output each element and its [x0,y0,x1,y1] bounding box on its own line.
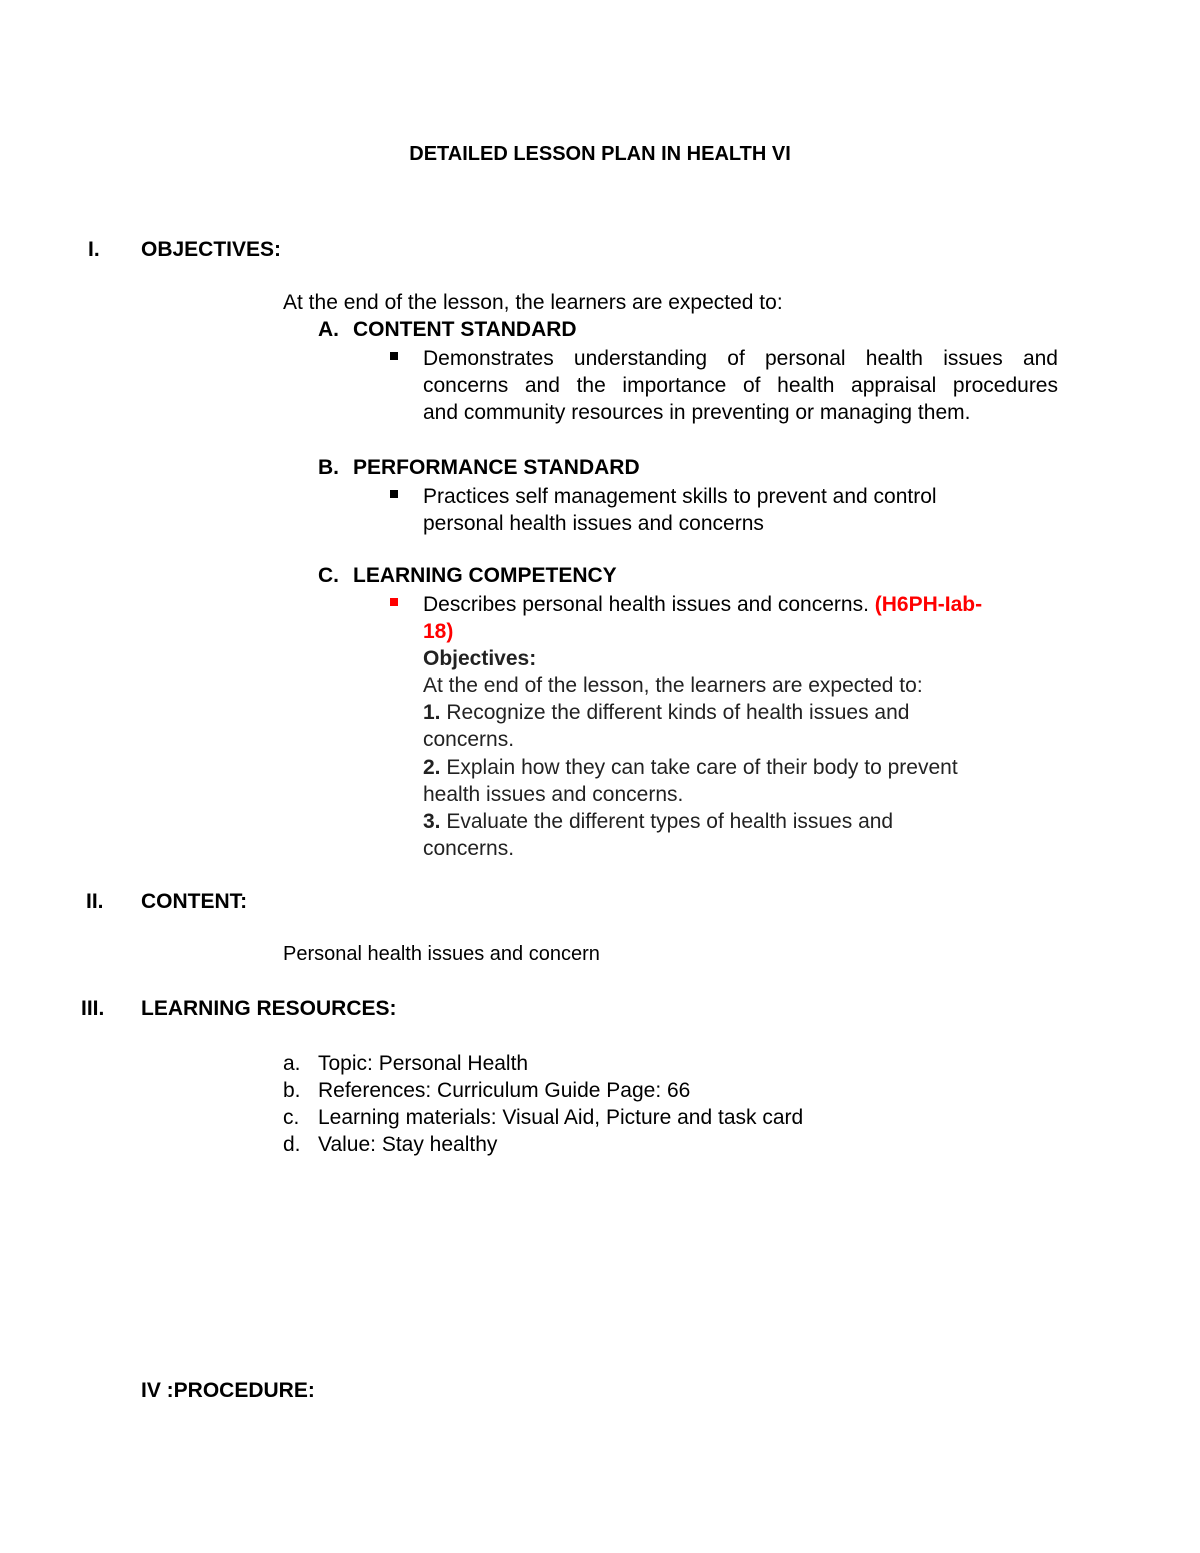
objective-text: Recognize the different kinds of health issues and [446,701,910,724]
content-standard-letter: A. [318,318,339,341]
objective-text-continued: concerns. [423,837,515,860]
section-numeral-content: II. [86,890,104,913]
objective-text-continued: concerns. [423,728,515,751]
resource-letter: d. [283,1133,301,1156]
learning-competency-letter: C. [318,564,339,587]
performance-standard-heading: PERFORMANCE STANDARD [353,456,640,479]
objective-text: Evaluate the different types of health issues and [446,810,894,833]
content-standard-heading: CONTENT STANDARD [353,318,577,341]
objective-item [423,699,909,726]
objective-text: Explain how they can take care of their body to prevent [446,756,958,779]
resource-item: Value: Stay healthy [318,1133,498,1156]
performance-standard-letter: B. [318,456,339,479]
objectives-label: Objectives: [423,647,537,670]
objectives-intro-secondary: At the end of the lesson, the learners are expected to: [423,674,923,697]
competency-code-continued: 18) [423,620,454,643]
resource-item: Topic: Personal Health [318,1052,529,1075]
resource-letter: c. [283,1106,300,1129]
square-bullet-icon [390,490,398,498]
section-numeral-objectives: I. [88,238,100,261]
content-text: Personal health issues and concern [283,943,600,965]
competency-text: Describes personal health issues and concerns. [423,593,869,616]
content-standard-line2: concerns and the importance of health appraisal procedures [423,374,1058,397]
learning-competency-line1 [423,591,982,618]
section-heading-objectives: OBJECTIVES: [141,238,282,261]
content-standard-text [423,345,1058,426]
content-standard-line3: and community resources in preventing or managing them. [423,401,971,424]
section-heading-content: CONTENT: [141,890,248,913]
objectives-intro: At the end of the lesson, the learners are expected to: [283,291,783,314]
objective-number: 3. [423,810,441,833]
objective-text-continued: health issues and concerns. [423,783,684,806]
resource-letter: b. [283,1079,301,1102]
content-standard-line1: Demonstrates understanding of personal health issues and [423,347,1058,370]
resource-item: References: Curriculum Guide Page: 66 [318,1079,691,1102]
performance-standard-line2: personal health issues and concerns [423,512,764,535]
resource-letter: a. [283,1052,301,1075]
resource-item: Learning materials: Visual Aid, Picture and task card [318,1106,804,1129]
objective-item [423,754,958,781]
section-heading-resources: LEARNING RESOURCES: [141,997,397,1020]
section-numeral-resources: III. [81,997,105,1020]
section-heading-procedure: IV :PROCEDURE: [141,1379,315,1402]
square-bullet-icon [390,352,398,360]
document-title: DETAILED LESSON PLAN IN HEALTH VI [409,143,791,165]
competency-code: (H6PH-Iab- [874,593,983,616]
square-bullet-icon [390,598,398,606]
objective-number: 1. [423,701,441,724]
performance-standard-line1: Practices self management skills to prevent and control [423,485,937,508]
objective-number: 2. [423,756,441,779]
objective-item [423,808,893,835]
learning-competency-heading: LEARNING COMPETENCY [353,564,617,587]
